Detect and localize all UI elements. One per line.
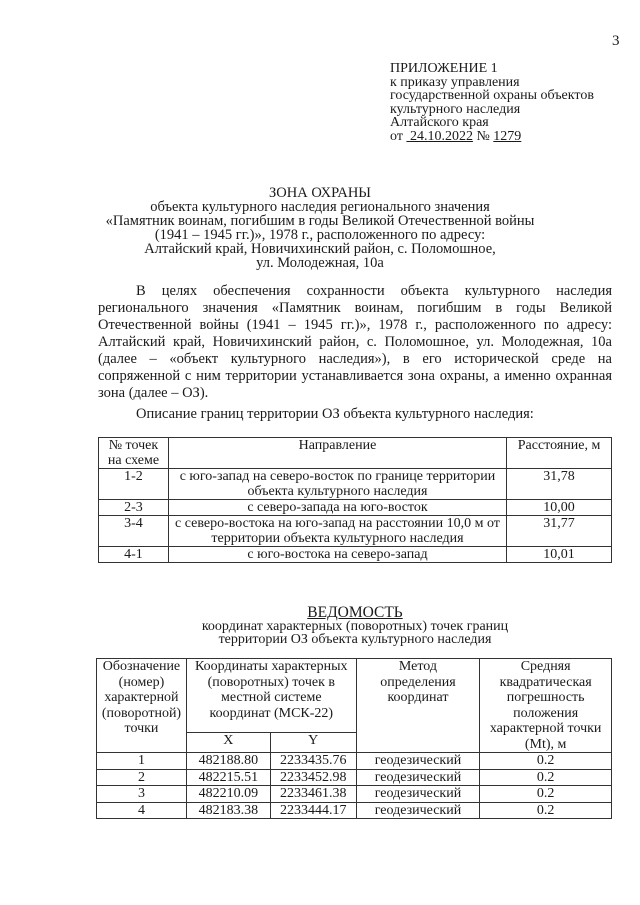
zone-title-line: ул. Молодежная, 10а [256,255,384,271]
table-row [97,786,612,803]
header-x: X [186,733,270,753]
coordinates-table [96,658,612,819]
vedomost-title: ВЕДОМОСТЬ [307,604,403,621]
table-row [99,469,612,500]
header-distance: Расстояние, м [507,438,612,469]
appendix-title: ПРИЛОЖЕНИЕ 1 [390,61,498,76]
order-date: 24.10.2022 [409,128,473,144]
table-row [99,516,612,547]
vedomost-block [100,605,610,646]
boundaries-table [98,437,612,563]
table-row [97,769,612,786]
cell-number: 4 [97,802,187,819]
zone-title: ЗОНА ОХРАНЫ [269,185,371,201]
cell-x: 482210.09 [186,786,270,803]
cell-distance: 10,00 [507,500,612,516]
header-coordinates: Координаты характерных (поворотных) точек в местной системе координат (МСК-22) [186,659,356,733]
cell-error: 0.2 [480,802,612,819]
cell-points: 1-2 [99,469,169,500]
header-y: Y [270,733,356,753]
cell-y: 2233452.98 [270,769,356,786]
table-row [97,753,612,770]
cell-direction: с северо-запада на юго-восток [168,500,506,516]
zone-title-line: «Памятник воинам, погибшим в годы Великой Отечественной войны [105,213,535,229]
cell-points: 3-4 [99,516,169,547]
zone-title-line: объекта культурного наследия регионального значения [150,199,490,215]
table-header-row [97,659,612,733]
header-designation: Обозначение (номер) характерной (поворотной) точки [97,659,187,753]
header-direction: Направление [168,438,506,469]
cell-method: геодезический [356,786,480,803]
intro-block [98,283,612,402]
cell-x: 482188.80 [186,753,270,770]
cell-number: 3 [97,786,187,803]
order-number: 1279 [493,128,522,144]
vedomost-line: координат характерных (поворотных) точек границ [201,619,509,634]
header-points: № точек на схеме [99,438,169,469]
appendix-line: культурного наследия [390,101,521,117]
appendix-line: к приказу управления [390,74,520,90]
cell-distance: 10,01 [507,547,612,563]
cell-method: геодезический [356,802,480,819]
page-number: 3 [612,33,620,49]
cell-distance: 31,78 [507,469,612,500]
header-method: Метод определения координат [356,659,480,753]
cell-points: 4-1 [99,547,169,563]
date-prefix: от [390,128,403,144]
cell-y: 2233435.76 [270,753,356,770]
number-prefix: № [476,128,490,144]
description-label: Описание границ территории ОЗ объекта культурного наследия: [136,406,534,422]
cell-distance: 31,77 [507,516,612,547]
table-row [99,500,612,516]
zone-title-line: (1941 – 1945 гг.)», 1978 г., расположенного по адресу: [154,227,486,243]
cell-method: геодезический [356,753,480,770]
vedomost-line: территории ОЗ объекта культурного наследия [218,632,492,647]
cell-direction: с юго-запад на северо-восток по границе территории объекта культурного наследия [168,469,506,500]
cell-error: 0.2 [480,786,612,803]
cell-error: 0.2 [480,769,612,786]
cell-points: 2-3 [99,500,169,516]
cell-direction: с северо-востока на юго-запад на расстоянии 10,0 м от территории объекта культурного наследия [168,516,506,547]
cell-number: 2 [97,769,187,786]
zone-title-line: Алтайский край, Новичихинский район, с. Поломошное, [144,241,496,257]
appendix-line: Алтайского края [390,115,489,130]
table-row [97,802,612,819]
appendix-date-line [390,130,630,144]
table-header-row [99,438,612,469]
appendix-header [390,62,630,143]
table-row [99,547,612,563]
cell-method: геодезический [356,769,480,786]
intro-paragraph: В целях обеспечения сохранности объекта культурного наследия регионального значения «Памятник воинам, погибшим в годы Великой Отечественной войны (1941 – 1945 гг.)», 1978 г., расположенного по адресу: Алтайский край, Новичихинский район, с. Поломошное, ул. Молодежная, 10а (далее – «объект культурного наследия»), в его исторической среде на сопряженной с ним территории устанавливается зона охраны, а именно охранная зона (далее – ОЗ). [98,283,612,401]
cell-x: 482183.38 [186,802,270,819]
cell-y: 2233461.38 [270,786,356,803]
zone-title-block [90,186,550,270]
cell-x: 482215.51 [186,769,270,786]
cell-y: 2233444.17 [270,802,356,819]
appendix-line: государственной охраны объектов [390,88,594,103]
cell-direction: с юго-востока на северо-запад [168,547,506,563]
cell-error: 0.2 [480,753,612,770]
header-error: Средняя квадратическая погрешность положения характерной точки (Mt), м [480,659,612,753]
cell-number: 1 [97,753,187,770]
